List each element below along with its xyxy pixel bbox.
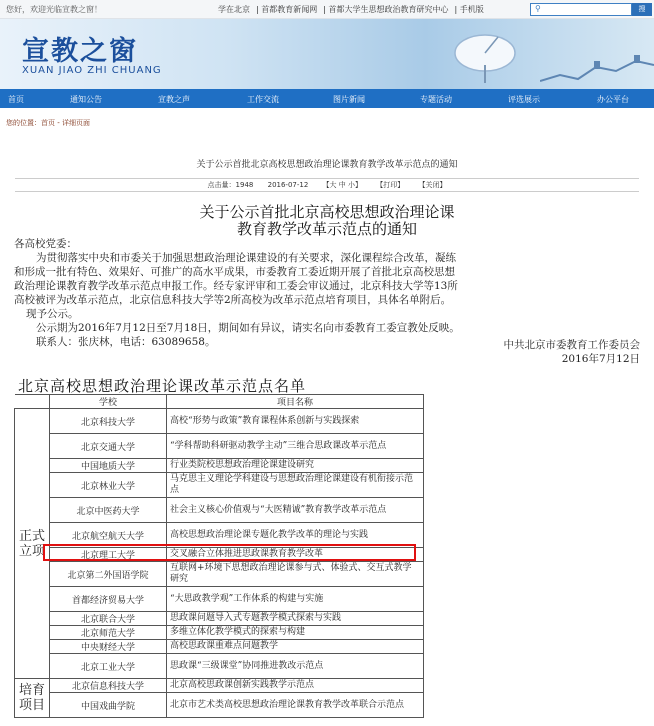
top-link-study[interactable]: 学在北京 (218, 5, 250, 14)
site-banner (0, 19, 654, 89)
project-cell: “学科帮助科研驱动教学主动”三维合思政课改革示范点 (167, 434, 424, 459)
project-cell: 高校思想政治理论课专题化教学改革的理论与实践 (167, 523, 424, 548)
school-cell: 北京林业大学 (50, 473, 167, 498)
project-cell: “大思政教学观”工作体系的构建与实施 (167, 587, 424, 612)
project-cell: 高校思政课重难点问题教学 (167, 640, 424, 654)
top-links: 学在北京 | 首都教育新闻网 | 首都大学生思想政治教育研究中心 | 手机版 (218, 5, 484, 14)
search-icon: ⚲ (535, 4, 541, 13)
school-cell: 北京联合大学 (50, 612, 167, 626)
nav-showcase[interactable]: 评选展示 (508, 95, 540, 104)
project-cell: 多维立体化教学模式的探索与构建 (167, 626, 424, 640)
doc-paragraph-line: 为贯彻落实中央和市委关于加强思想政治理论课建设的有关要求，深化课程综合改革，凝练 (36, 252, 456, 264)
project-cell: 行业类院校思想政治理论课建设研究 (167, 459, 424, 473)
doc-date: 2016年7月12日 (561, 353, 640, 365)
project-cell: 马克思主义理论学科建设与思想政治理论课建设有机衔接示范点 (167, 473, 424, 498)
great-wall-illustration (540, 49, 654, 89)
document-title-line1: 关于公示首批北京高校思想政治理论课 (199, 203, 455, 221)
table-row (15, 679, 424, 693)
top-link-news[interactable]: 首都教育新闻网 (261, 5, 318, 14)
table-row (15, 498, 424, 523)
school-cell: 北京第二外国语学院 (50, 562, 167, 587)
print-link[interactable]: 【打印】 (376, 181, 405, 189)
project-cell: 思政课“三级课堂”协同推进教改示范点 (167, 654, 424, 679)
nav-office[interactable]: 办公平台 (597, 95, 629, 104)
school-cell: 北京工业大学 (50, 654, 167, 679)
satellite-dish-icon (440, 25, 530, 85)
table-header-project: 项目名称 (167, 395, 424, 409)
school-cell: 北京中医药大学 (50, 498, 167, 523)
nav-photo-news[interactable]: 图片新闻 (333, 95, 365, 104)
project-cell: 交叉融合立体推进思政课教育教学改革 (167, 548, 424, 562)
main-nav (0, 89, 654, 108)
table-header-row (15, 395, 424, 409)
document-title-line2: 教育教学改革示范点的通知 (236, 220, 417, 238)
list-title: 北京高校思想政治理论课改革示范点名单 (18, 377, 307, 395)
school-cell: 北京师范大学 (50, 626, 167, 640)
nav-notices[interactable]: 通知公告 (70, 95, 102, 104)
table-row (15, 459, 424, 473)
project-cell: 北京市艺术类高校思想政治理论课教育教学改革联合示范点 (167, 693, 424, 718)
top-link-research-center[interactable]: 首都大学生思想政治教育研究中心 (328, 5, 449, 14)
category-formal: 正式立项 (15, 409, 50, 679)
site-logo[interactable]: 宣教之窗 (22, 36, 138, 67)
top-link-mobile[interactable]: 手机版 (459, 5, 484, 14)
article-meta (15, 178, 639, 192)
table-header-school: 学校 (50, 395, 167, 409)
project-cell: 高校“形势与政策”教育课程体系创新与实践探索 (167, 409, 424, 434)
nav-activities[interactable]: 专题活动 (420, 95, 452, 104)
nav-work-exchange[interactable]: 工作交流 (247, 95, 279, 104)
school-cell: 北京理工大学 (50, 548, 167, 562)
school-cell: 中国戏曲学院 (50, 693, 167, 718)
school-cell: 中国地质大学 (50, 459, 167, 473)
project-cell: 思政课问题导入式专题教学模式探索与实践 (167, 612, 424, 626)
table-row (15, 626, 424, 640)
school-cell: 北京信息科技大学 (50, 679, 167, 693)
top-bar (0, 0, 654, 19)
table-row (15, 562, 424, 587)
table-row (15, 473, 424, 498)
doc-salutation: 各高校党委： (14, 238, 77, 250)
doc-paragraph-line: 和形成一批有特色、效果好、可推广的高水平成果，市委教育工委近期开展了首批北京高校思想 (14, 266, 455, 278)
nav-home[interactable]: 首页 (8, 95, 24, 104)
breadcrumb[interactable]: 您的位置：首页 - 详细页面 (6, 119, 90, 127)
welcome-text: 您好，欢迎光临宣教之窗！ (6, 5, 102, 14)
table-header-category (15, 395, 50, 409)
nav-voice[interactable]: 宣教之声 (158, 95, 190, 104)
table-row (15, 409, 424, 434)
project-cell: 互联网+环境下思想政治理论课参与式、体验式、交互式教学研究 (167, 562, 424, 587)
view-count: 点击量：1948 (207, 181, 254, 189)
table-row (15, 654, 424, 679)
school-cell: 中央财经大学 (50, 640, 167, 654)
site-logo-pinyin: XUAN JIAO ZHI CHUANG (22, 65, 162, 76)
close-link[interactable]: 【关闭】 (418, 181, 447, 189)
doc-contact-line: 联系人：张庆林，电话：63089658。 (36, 336, 216, 348)
school-cell: 首都经济贸易大学 (50, 587, 167, 612)
highlight-box (43, 544, 416, 561)
search-input[interactable] (530, 3, 632, 16)
school-cell: 北京航空航天大学 (50, 523, 167, 548)
doc-paragraph-line: 高校被评为改革示范点，北京信息科技大学等2所高校为改革示范点培育项目，具体名单附后。 (14, 294, 452, 306)
table-row (15, 693, 424, 718)
table-row (15, 640, 424, 654)
category-nurture: 培育项目 (15, 679, 50, 718)
doc-signature: 中共北京市委教育工作委员会 (503, 339, 640, 351)
article-title: 关于公示首批北京高校思想政治理论课教育教学改革示范点的通知 (196, 160, 458, 170)
doc-paragraph-line: 公示期为2016年7月12日至7月18日，期间如有异议，请实名向市委教育工委宣教处反映。 (36, 322, 460, 334)
school-cell: 北京科技大学 (50, 409, 167, 434)
school-cell: 北京交通大学 (50, 434, 167, 459)
font-size-switch[interactable]: 【大 中 小】 (322, 181, 362, 189)
table-row (15, 612, 424, 626)
doc-paragraph-line: 现予公示。 (26, 308, 79, 320)
table-row (15, 587, 424, 612)
project-cell: 北京高校思政课创新实践教学示范点 (167, 679, 424, 693)
table-row (15, 434, 424, 459)
publish-date: 2016-07-12 (267, 181, 309, 189)
project-cell: 社会主义核心价值观与“大医精诚”教育教学改革示范点 (167, 498, 424, 523)
doc-paragraph-line: 政治理论课教育教学改革示范点申报工作。经专家评审和工委会审议通过，北京科技大学等13所 (14, 280, 458, 292)
search-button[interactable]: 搜 (632, 3, 652, 16)
